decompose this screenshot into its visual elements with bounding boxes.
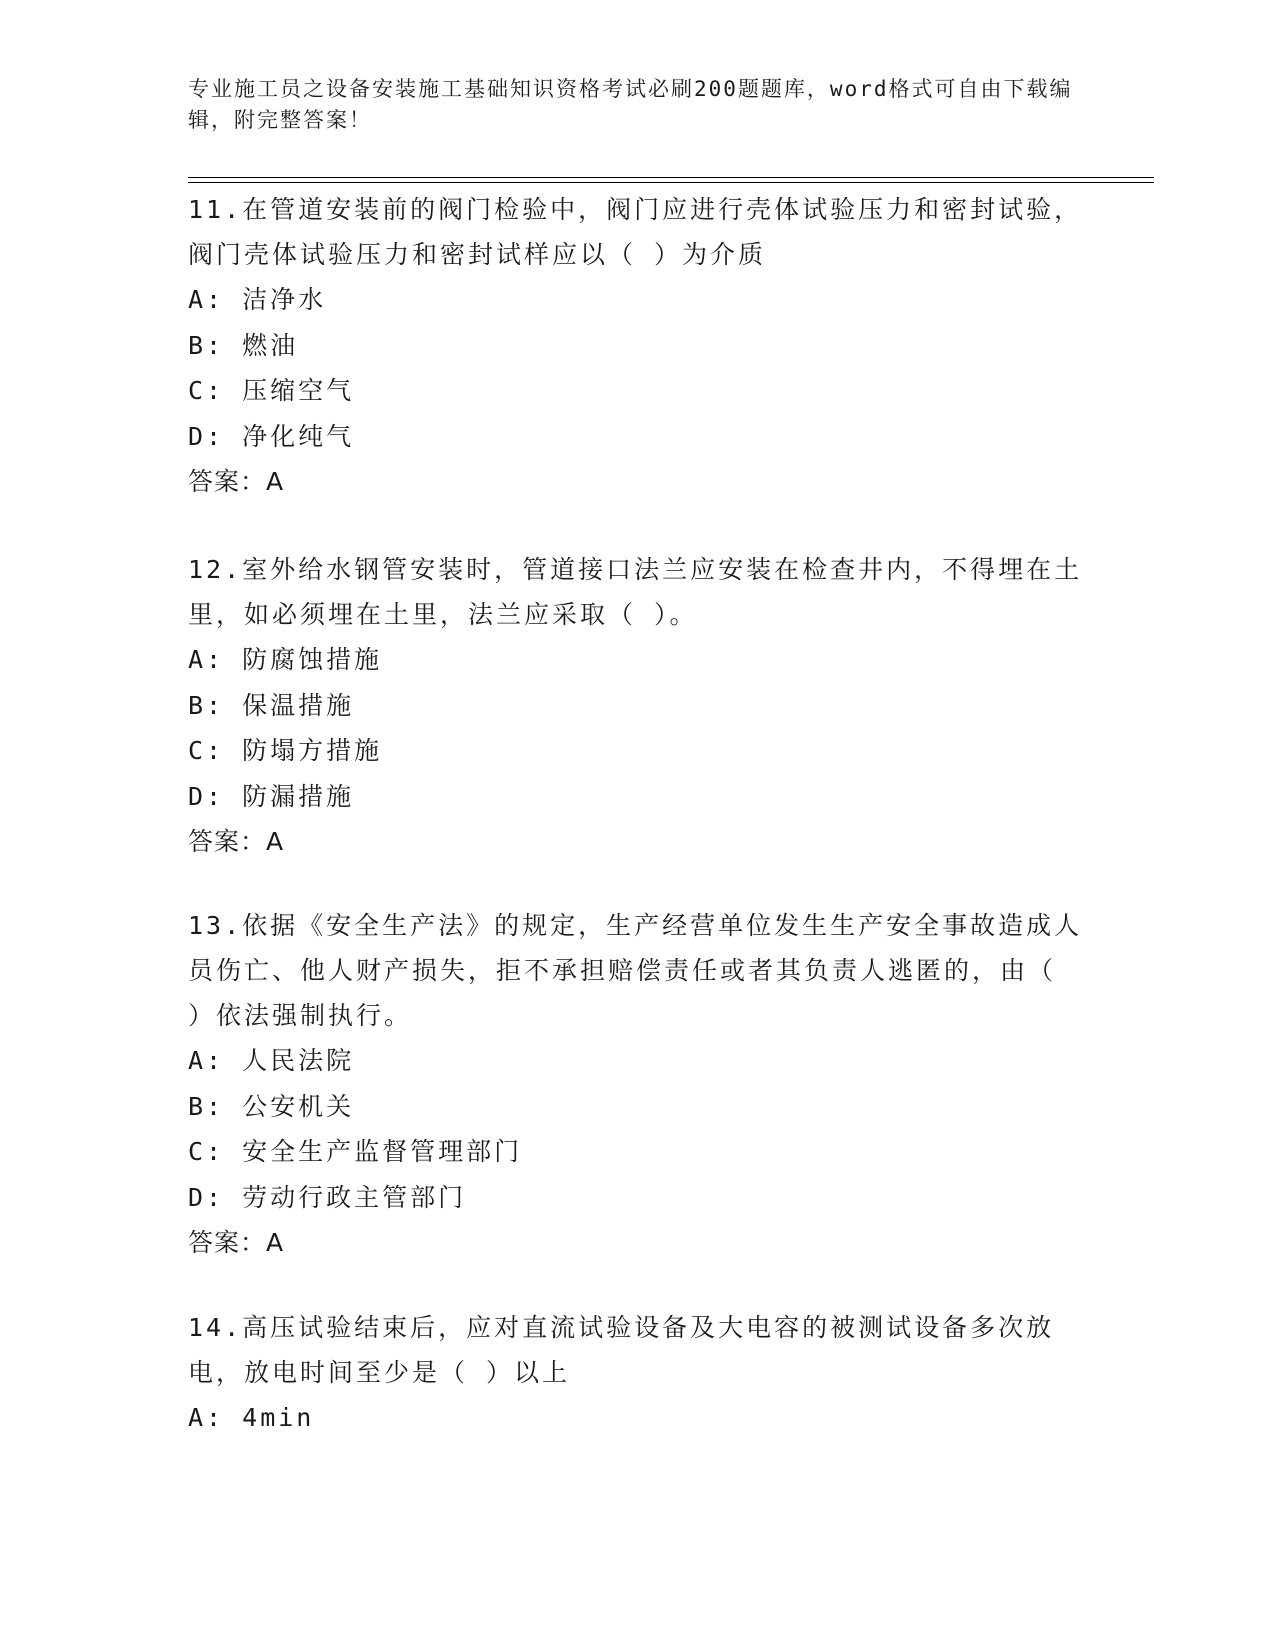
question-stem: 13.依据《安全生产法》的规定，生产经营单位发生生产安全事故造成人员伤亡、他人财产损失，拒不承担赔偿责任或者其负责人逃匿的，由（ ）依法强制执行。 [188,911,1083,1030]
question-stem: 14.高压试验结束后，应对直流试验设备及大电容的被测试设备多次放电，放电时间至少是（ ）以上 [188,1313,1055,1387]
option-c: C: 防塌方措施 [188,736,383,765]
option-d: D: 劳动行政主管部门 [188,1182,467,1212]
answer: 答案：A [188,467,285,496]
question-stem: 11.在管道安装前的阀门检验中，阀门应进行壳体试验压力和密封试验，阀门壳体试验压力和密封试样应以（ ）为介质 [188,195,1083,269]
document-header: 专业施工员之设备安装施工基础知识资格考试必刷200题题库，word格式可自由下载编辑，附完整答案！ [188,77,1073,132]
option-a: A: 人民法院 [188,1046,355,1075]
option-b: B: 保温措施 [188,690,355,720]
header-divider-top [188,177,1154,178]
option-a: A: 防腐蚀措施 [188,645,383,674]
answer: 答案：A [188,1228,285,1257]
question-13 [188,903,1088,1265]
option-c: C: 压缩空气 [188,376,355,405]
question-stem: 12.室外给水钢管安装时，管道接口法兰应安装在检查井内，不得埋在土里，如必须埋在土里，法兰应采取（ ）。 [188,555,1083,629]
option-b: B: 公安机关 [188,1091,355,1121]
option-b: B: 燃油 [188,330,299,360]
header-divider-bottom [188,182,1154,183]
option-a: A: 洁净水 [188,285,327,314]
option-c: C: 安全生产监督管理部门 [188,1137,523,1166]
question-12 [188,547,1088,864]
question-11 [188,187,1088,504]
question-14 [188,1305,1088,1441]
option-a: A: 4min [188,1403,315,1432]
option-d: D: 防漏措施 [188,781,355,811]
answer: 答案：A [188,827,285,856]
option-d: D: 净化纯气 [188,421,355,451]
